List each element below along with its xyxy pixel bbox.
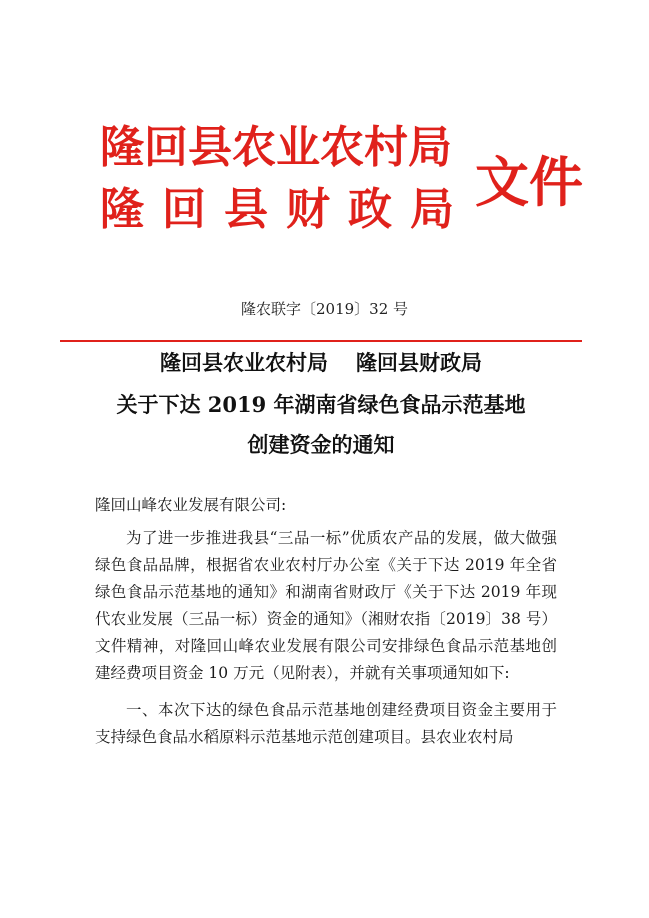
document-body (95, 492, 557, 751)
title-subject-line-2: 创建资金的通知 (247, 432, 395, 457)
letterhead (0, 0, 649, 260)
title-issuers (60, 346, 582, 380)
letterhead-document-word: 文件 (475, 151, 583, 214)
letterhead-org-agriculture: 隆回县农业农村局 (100, 122, 452, 173)
title-issuer-finance: 隆回县财政局 (356, 350, 482, 375)
letterhead-org-finance: 隆回县财政局 (100, 184, 472, 235)
title-issuer-agriculture: 隆回县农业农村局 (160, 350, 328, 375)
red-divider-line (60, 340, 582, 342)
body-paragraph-2: 一、本次下达的绿色食品示范基地创建经费项目资金主要用于支持绿色食品水稻原料示范基地示范创建项目。县农业农村局 (95, 701, 557, 746)
body-paragraph-1: 为了进一步推进我县“三品一标”优质农产品的发展，做大做强绿色食品品牌，根据省农业农村厅办公室《关于下达 2019 年全省绿色食品示范基地的通知》和湖南省财政厅《关于下达 2019 年现代农业发展（三品一标）资金的通知》（湘财农指〔2019〕38 号）文件精神，对隆回山峰农业发展有限公司安排绿色食品示范基地创建经费项目资金 10 万元（见附表），并就有关事项通知如下: (95, 529, 557, 682)
title-subject-line-1: 关于下达 2019 年湖南省绿色食品示范基地 (116, 392, 526, 417)
document-number: 隆农联字〔2019〕32 号 (240, 300, 409, 318)
addressee: 隆回山峰农业发展有限公司: (95, 496, 287, 514)
